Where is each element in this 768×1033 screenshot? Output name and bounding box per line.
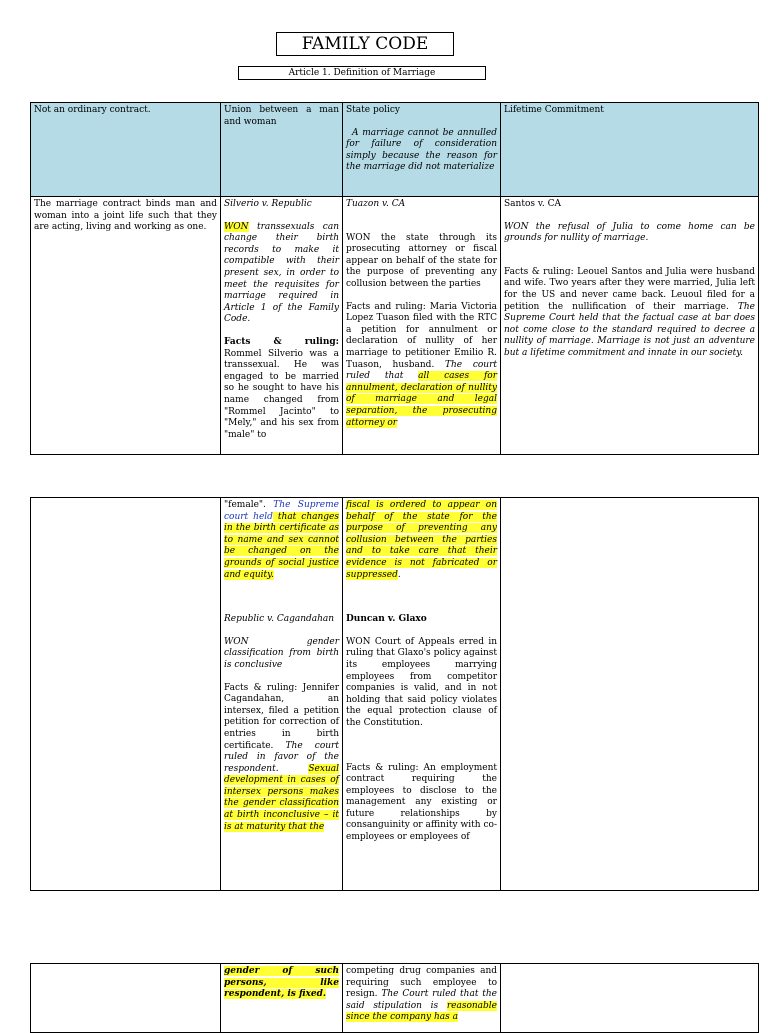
cell-tuazon-case: Tuazon v. CA WON the state through its prosecuting attorney or fiscal appear on behalf of the state for the purpose of preventing any collusion between the parties Facts and ruling: Maria Victoria Lopez Tuason filed with the RTC a petition for annulment or declaration of nullity of her marriage to petitioner Emilio R. Tuason, husband. The court ruled that all cases for annulment, declaration of nullity of marriage and legal separation, the prosecuting attorney or [342,197,500,454]
header-not-ordinary-contract: Not an ordinary contract. [34,105,151,115]
case-title-cagandahan: Republic v. Cagandahan [224,614,335,625]
table-row-1 [31,197,758,454]
cell-duncan-case: fiscal is ordered to appear on behalf of the state for the purpose of preventing any collusion between the parties and to take care that their evidence is not fabricated or suppressed. Duncan v. Glaxo WON Court of Appeals erred in ruling that Glaxo's policy against its employees marrying employees from competitor companies is valid, and in not holding that said policy violates the equal protection clause of the Constitution. Facts & ruling: An employment contract requiring the employees to disclose to the management any existing or future relationships by consanguinity or affinity with co-employees or employees of [342,498,500,890]
cell-empty [31,498,220,890]
cell-duncan-continued: competing drug companies and requiring such employee to resign. The Court ruled that the said stipulation is reasonable since the company has a [342,964,500,1032]
cell-contract-description: The marriage contract binds man and woman into a joint life such that they are acting, living and working as one. [34,199,217,233]
header-lifetime-commitment: Lifetime Commitment [500,103,758,196]
cell-cagandahan-case: "female". The Supreme court held that changes in the birth certificate as to name and sex cannot be changed on the grounds of social justice and equity. Republic v. Cagandahan WON gender classification from birth is conclusive Facts & ruling: Jennifer Cagandahan, an intersex, filed a petition petition for correction of entries in birth certificate. The court ruled in favor of the respondent. Sexual development in cases of intersex persons makes the gender classification at birth inconclusive – it is at maturity that the [220,498,342,890]
table-block-3 [30,963,759,1033]
case-title-duncan: Duncan v. Glaxo [346,614,427,625]
header-state-policy: State policy A marriage cannot be annulled for failure of consideration simply because the reason for the marriage did not materialize [342,103,500,196]
case-title-tuazon: Tuazon v. CA [346,199,406,209]
document-title: FAMILY CODE [276,32,454,56]
table-header-row [31,103,758,197]
cell-empty [31,964,220,1032]
header-state-policy-note: A marriage cannot be annulled for failure of consideration simply because the reason for the marriage did not materialize [346,127,497,173]
article-subtitle: Article 1. Definition of Marriage [238,66,486,80]
cell-empty [500,964,758,1032]
cell-santos-case: Santos v. CA WON the refusal of Julia to come home can be grounds for nullity of marriage. Facts & ruling: Leouel Santos and Julia were husband and wife. Two years after they were married, Julia left for the US and never came back. Leuoul filed for a petition the nullification of their marriage. The Supreme Court held that the factual case at bar does not come close to the standard required to decree a nullity of marriage. Marriage is not just an adventure but a lifetime commitment and innate in our society. [500,197,758,454]
header-union-man-woman: Union between a man and woman [220,103,342,196]
table-block-1 [30,102,759,455]
case-title-silverio: Silverio v. Republic [224,199,312,209]
cell-empty [500,498,758,890]
case-title-santos: Santos v. CA [504,199,561,209]
cell-silverio-case: Silverio v. Republic WON transsexuals can change their birth records to make it compatible with their present sex, in order to meet the requisites for marriage required in Article 1 of the Family Code. Facts & ruling: Rommel Silverio was a transsexual. He was engaged to be married so he sought to have his name changed from "Rommel Jacinto" to "Mely," and his sex from "male" to [220,197,342,454]
table-block-2 [30,497,759,891]
cell-cagandahan-continued: gender of such persons, like respondent, is fixed. [220,964,342,1032]
